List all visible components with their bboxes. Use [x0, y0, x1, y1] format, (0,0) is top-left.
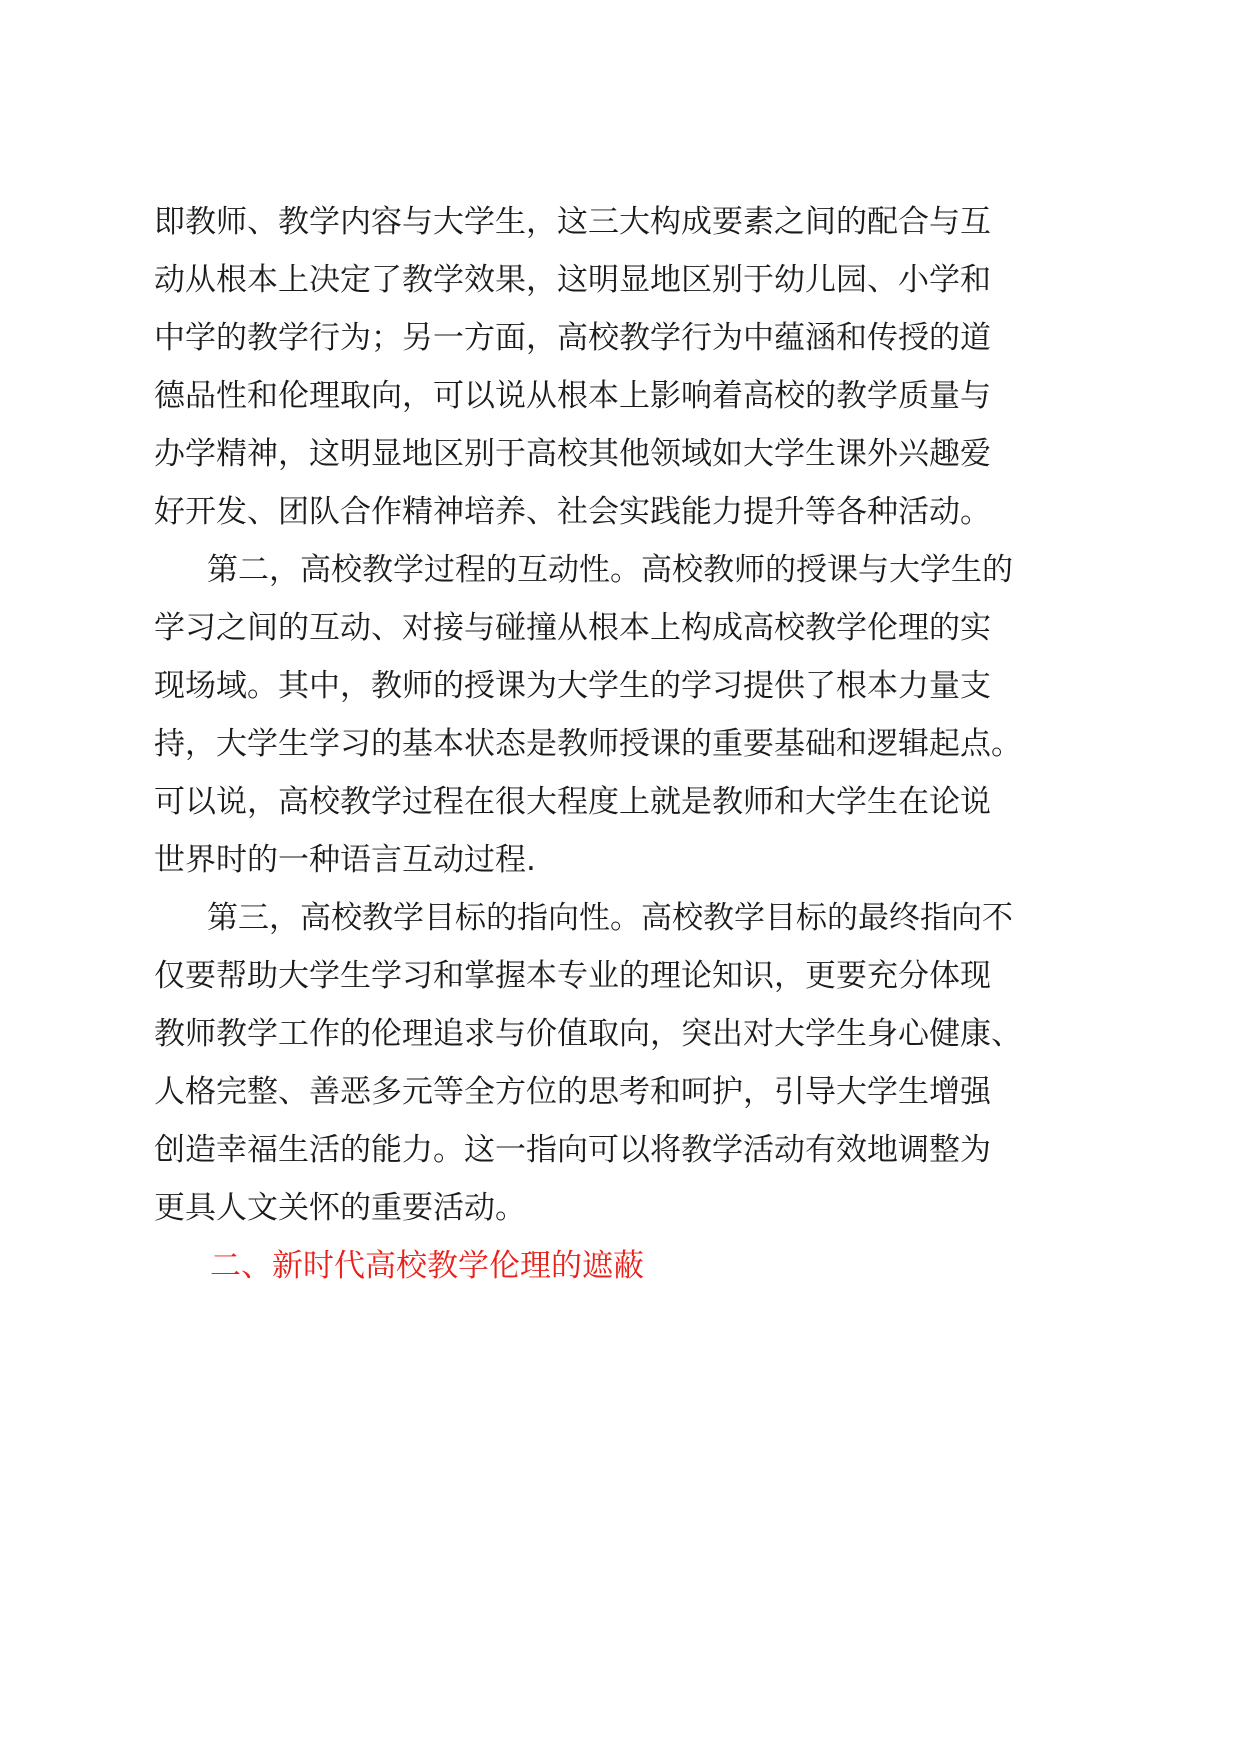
- paragraph-line: 可以说，高校教学过程在很大程度上就是教师和大学生在论说: [154, 784, 991, 820]
- paragraph-line: 动从根本上决定了教学效果，这明显地区别于幼儿园、小学和: [154, 262, 991, 298]
- paragraph-line: 仅要帮助大学生学习和掌握本专业的理论知识，更要充分体现: [154, 958, 991, 994]
- paragraph-line: 创造幸福生活的能力。这一指向可以将教学活动有效地调整为: [154, 1132, 991, 1168]
- paragraph-line: 持，大学生学习的基本状态是教师授课的重要基础和逻辑起点。: [154, 726, 1022, 762]
- paragraph-line: 第三，高校教学目标的指向性。高校教学目标的最终指向不: [207, 900, 1013, 936]
- paragraph-line: 好开发、团队合作精神培养、社会实践能力提升等各种活动。: [154, 494, 991, 530]
- paragraph-line: 第二，高校教学过程的互动性。高校教师的授课与大学生的: [207, 552, 1013, 588]
- paragraph-line: 中学的教学行为；另一方面，高校教学行为中蕴涵和传授的道: [154, 320, 991, 356]
- paragraph-line: 即教师、教学内容与大学生，这三大构成要素之间的配合与互: [154, 204, 991, 240]
- paragraph-line: 办学精神，这明显地区别于高校其他领域如大学生课外兴趣爱: [154, 436, 991, 472]
- paragraph-line: 现场域。其中，教师的授课为大学生的学习提供了根本力量支: [154, 668, 991, 704]
- paragraph-line: 世界时的一种语言互动过程.: [154, 842, 536, 878]
- section-heading: 二、新时代高校教学伦理的遮蔽: [210, 1248, 644, 1284]
- paragraph-line: 教师教学工作的伦理追求与价值取向，突出对大学生身心健康、: [154, 1016, 1022, 1052]
- paragraph-line: 学习之间的互动、对接与碰撞从根本上构成高校教学伦理的实: [154, 610, 991, 646]
- paragraph-line: 人格完整、善恶多元等全方位的思考和呵护，引导大学生增强: [154, 1074, 991, 1110]
- paragraph-line: 更具人文关怀的重要活动。: [154, 1190, 526, 1226]
- paragraph-line: 德品性和伦理取向，可以说从根本上影响着高校的教学质量与: [154, 378, 991, 414]
